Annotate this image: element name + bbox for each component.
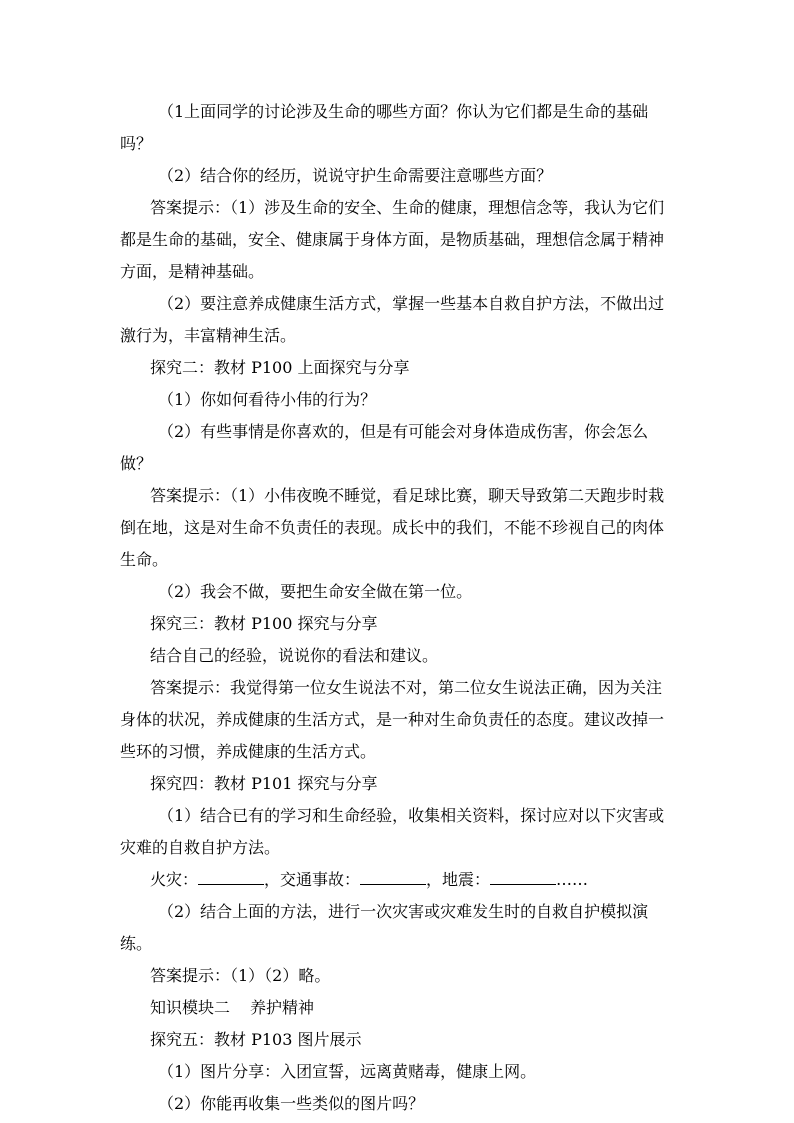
- fire-label: 火灾：: [150, 870, 199, 889]
- fire-blank: [198, 872, 264, 885]
- answer-hint-3: 答案提示：我觉得第一位女生说法不对，第二位女生说法正确，因为关注身体的状况，养成健康的生活方式，是一种对生命负责任的态度。建议改掉一些环的习惯，养成健康的生活方式。: [120, 678, 665, 761]
- inquiry-3-heading: 探究三：教材 P100 探究与分享: [150, 614, 378, 633]
- answer-hint-4: 答案提示：（1）（2）略。: [150, 966, 331, 985]
- quake-label: ，地震：: [426, 870, 491, 889]
- inquiry-2-question-2: （2）有些事情是你喜欢的，但是有可能会对身体造成伤害，你会怎么做？: [120, 422, 649, 473]
- ellipsis: ……: [556, 870, 589, 889]
- traffic-blank: [360, 872, 426, 885]
- module-topic: 养护精神: [250, 998, 315, 1017]
- inquiry-4-question-2: （2）结合上面的方法，进行一次灾害或灾难发生时的自救自护模拟演练。: [120, 902, 649, 953]
- question-2: （2）结合你的经历，说说守护生命需要注意哪些方面？: [158, 166, 553, 185]
- inquiry-5-item-1: （1）图片分享：入团宣誓，远离黄赌毒，健康上网。: [158, 1062, 537, 1081]
- inquiry-2-heading: 探究二：教材 P100 上面探究与分享: [150, 358, 410, 377]
- inquiry-4-heading: 探究四：教材 P101 探究与分享: [150, 774, 378, 793]
- answer-hint-1: 答案提示：（1）涉及生命的安全、生命的健康，理想信念等，我认为它们都是生命的基础，安全、健康属于身体方面，是物质基础，理想信念属于精神方面，是精神基础。: [120, 198, 665, 281]
- inquiry-4-question-1: （1）结合已有的学习和生命经验，收集相关资料，探讨应对以下灾害或灾难的自救自护方法。: [120, 806, 665, 857]
- answer-hint-2-part-2: （2）我会不做，要把生命安全做在第一位。: [158, 582, 473, 601]
- fill-in-blanks-line: [120, 864, 676, 896]
- answer-hint-1-part-2: （2）要注意养成健康生活方式，掌握一些基本自救自护方法，不做出过激行为，丰富精神生活。: [120, 294, 665, 345]
- module-label: 知识模块二: [150, 998, 231, 1017]
- module-heading: [120, 992, 676, 1024]
- answer-hint-2: 答案提示：（1）小伟夜晚不睡觉，看足球比赛，聊天导致第二天跑步时栽倒在地，这是对生命不负责任的表现。成长中的我们，不能不珍视自己的肉体生命。: [120, 486, 665, 569]
- inquiry-5-heading: 探究五：教材 P103 图片展示: [150, 1030, 362, 1049]
- inquiry-2-question-1: （1）你如何看待小伟的行为？: [158, 390, 377, 409]
- inquiry-3-prompt: 结合自己的经验，说说你的看法和建议。: [150, 646, 439, 665]
- quake-blank: [490, 872, 556, 885]
- document-body: [120, 96, 676, 1120]
- inquiry-5-item-2: （2）你能再收集一些类似的图片吗？: [158, 1094, 425, 1113]
- question-1: （1上面同学的讨论涉及生命的哪些方面？你认为它们都是生命的基础吗？: [120, 102, 649, 153]
- traffic-label: ，交通事故：: [264, 870, 361, 889]
